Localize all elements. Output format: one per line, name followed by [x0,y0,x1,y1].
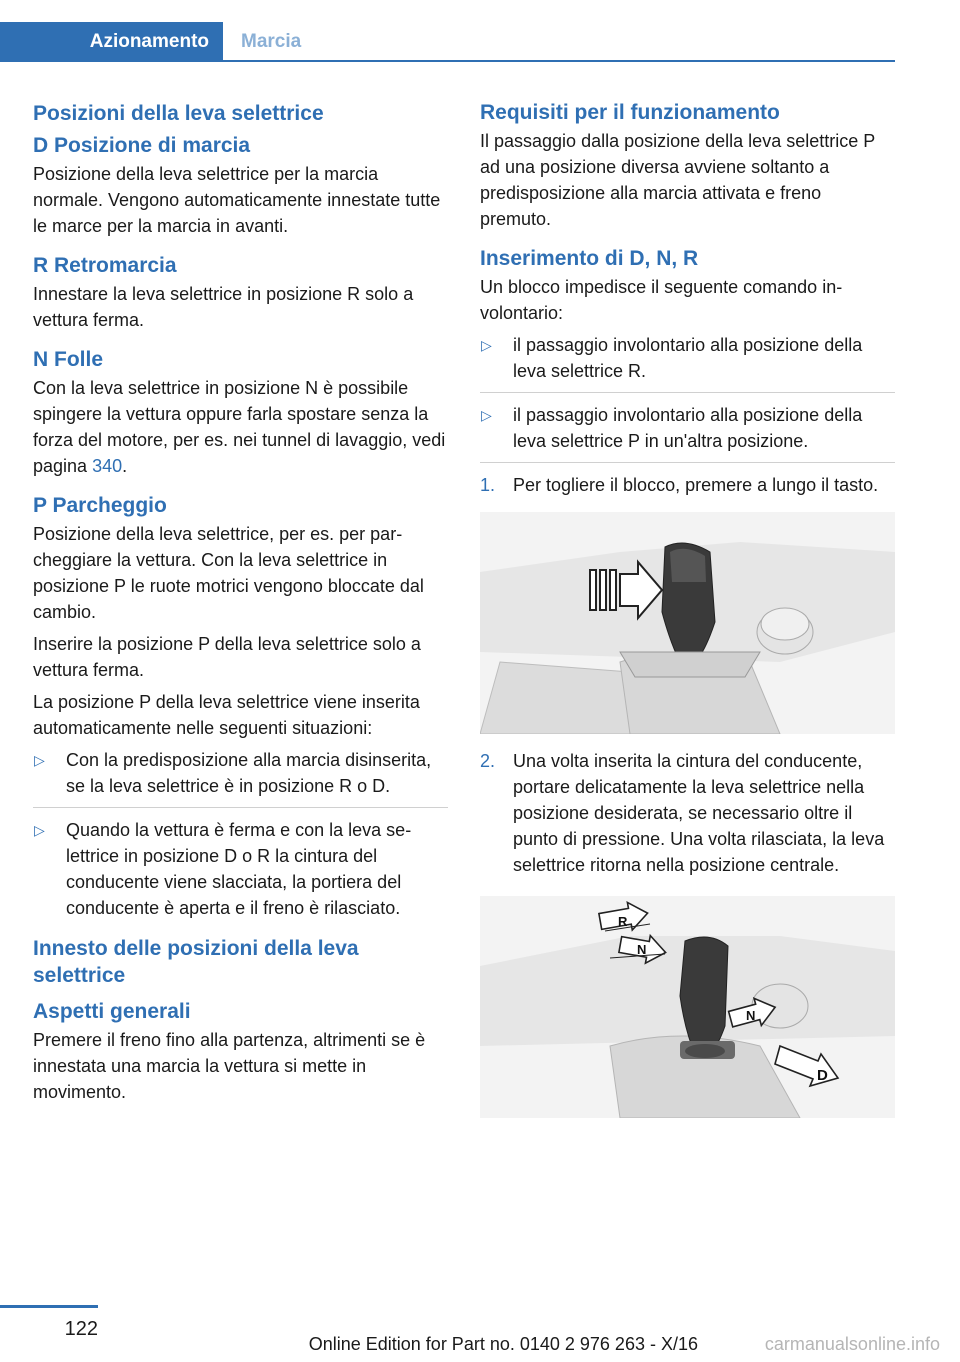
edition-text: Online Edition for Part no. 0140 2 976 263 - X/16 [308,1334,698,1354]
triangle-right-icon: ▷ [481,337,492,353]
text-r: Innestare la leva selettrice in posizione R solo a vettura ferma. [33,284,414,330]
triangle-right-icon: ▷ [481,407,492,423]
header-divider [0,60,895,62]
list-item-text: Quando la vettura è ferma e con la leva selettrice in posizione D o R la cintura del conducente viene slacciata, la portiera del conducente è aperta e il freno è rilasciato. [66,820,412,918]
text-inserimento: Un blocco impedisce il seguente comando involontario: [480,277,843,323]
heading-p: P Parcheggio [33,494,167,517]
footer-divider [0,1305,98,1308]
step-number: 2. [480,751,496,771]
heading-d: D Posizione di marcia [33,134,251,157]
gear-lever-illustration [480,512,895,734]
step-number: 1. [480,475,496,495]
ins-list [480,332,895,463]
steps-list-2 [480,748,895,878]
triangle-right-icon: ▷ [34,752,45,768]
step-item [480,748,895,878]
heading-aspetti: Aspetti generali [33,1000,191,1023]
tab-azionamento[interactable]: Azionamento [0,22,223,62]
list-item [33,747,448,808]
heading-n: N Folle [33,348,104,371]
section-title-innesto: Innesto delle posizioni della leva selettrice [33,937,359,987]
page-link-340[interactable]: 340 [92,456,123,476]
text-n-end: . [122,456,128,476]
watermark: carmanualsonline.info [764,1334,940,1354]
list-item [480,332,895,393]
figure-gear-lever-positions [480,896,895,1118]
heading-r: R Retromarcia [33,254,177,277]
page-number: 122 [64,1318,98,1340]
list-item-text: il passaggio involontario alla posizione della leva selettrice R. [513,335,863,381]
p-list [33,747,448,921]
section-title-posizioni: Posizioni della leva selettrice [33,102,324,125]
right-column [480,100,895,1132]
text-p-1: Posizione della leva selettrice, per es. per parcheggiare la vettura. Con la leva selettrice in posizione P le ruote motrici vengono bloccate dal cambio. [33,524,424,622]
step-text: Per togliere il blocco, premere a lungo il tasto. [513,475,879,495]
text-requisiti: Il passaggio dalla posizione della leva selettrice P ad una posizione diversa avviene soltanto a predisposizione alla marcia attivata e freno premuto. [480,131,875,229]
gear-positions-illustration [480,896,895,1118]
list-item-text: il passaggio involontario alla posizione della leva selettrice P in un'altra posizione. [513,405,863,451]
text-d: Posizione della leva selettrice per la marcia normale. Vengono automaticamente innestate tutte le marce per la marcia in avanti. [33,164,441,236]
text-n [33,375,448,479]
text-p-3: La posizione P della leva selettrice viene inserita automaticamente nelle seguenti situazioni: [33,692,420,738]
heading-inserimento: Inserimento di D, N, R [480,247,699,270]
list-item [480,402,895,463]
triangle-right-icon: ▷ [34,822,45,838]
heading-requisiti: Requisiti per il funzionamento [480,101,780,124]
text-aspetti: Premere il freno fino alla partenza, altrimenti se è innestata una marcia la vettura si mette in movimento. [33,1030,426,1102]
fig-label-d: D [817,1067,828,1084]
figure-gear-lever-button [480,512,895,734]
text-n-body: Con la leva selettrice in posizione N è possibile spingere la vettura oppure farla spostare senza la forza del motore, per es. nei tunnel di lavaggio, vedi pagina [33,378,446,476]
list-item [33,817,448,921]
left-column [33,100,448,1111]
tab-marcia[interactable]: Marcia [241,31,302,52]
steps-list-1 [480,472,895,498]
list-item-text: Con la predisposizione alla marcia disinserita, se la leva selettrice è in posizione R o D. [66,750,432,796]
fig-label-n-top: N [637,942,647,957]
step-text: Una volta inserita la cintura del conducente, portare delicatamente la leva selettrice nella posizione desiderata, se necessario oltre il punto di pressione. Una volta rilasciata, la leva selettrice ritorna nella posizione centrale. [513,751,885,875]
fig-label-r: R [618,914,628,929]
fig-label-n: N [746,1008,756,1023]
text-p-2: Inserire la posizione P della leva selettrice solo a vettura ferma. [33,634,421,680]
step-item [480,472,895,498]
